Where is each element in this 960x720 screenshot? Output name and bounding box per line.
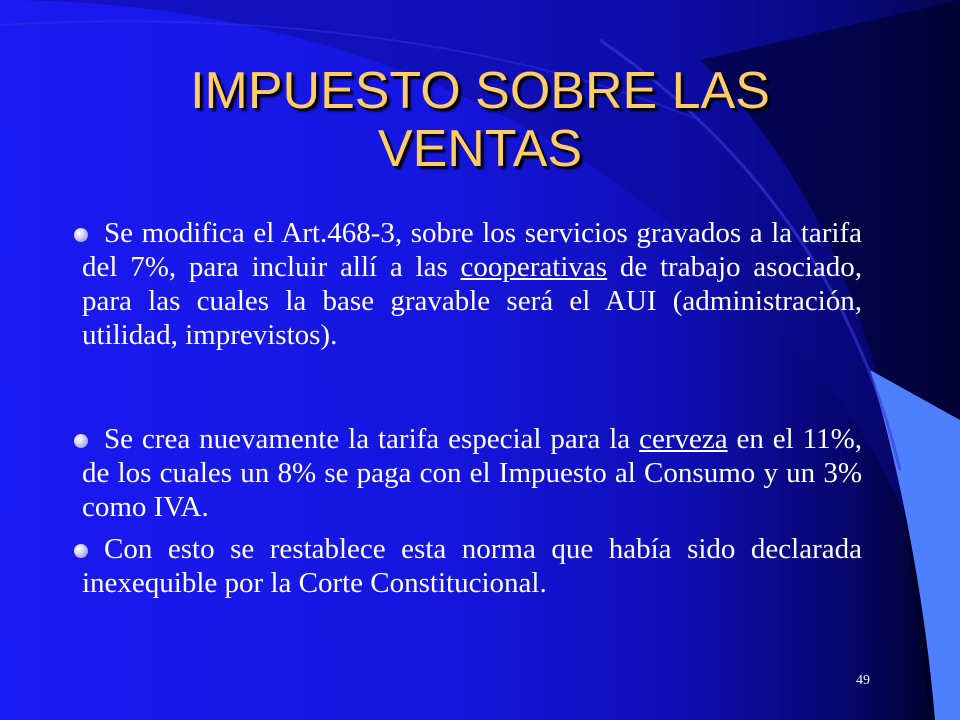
bullet-text-start: Se modifica el Art.468-3, sobre los servicios gravados a la tarifa del 7%, para incluir allí a las [82,217,862,283]
bullet-text [82,422,862,524]
underlined-term: cooperativas [460,251,608,283]
page-number: 49 [856,673,870,688]
bullet-text-start: Con esto se restablece esta norma que había sido declarada inexequible por la Corte Constitucional. [82,533,862,599]
bullet-item [82,216,862,352]
bullet-text-end: en el 11%, de los cuales un 8% se paga con el Impuesto al Consumo y un 3% como IVA. [82,423,862,523]
bullet-item [82,422,862,524]
slide-title: IMPUESTO SOBRE LAS VENTAS [190,62,770,178]
bullet-text [82,216,862,352]
bullet-dot-icon [74,434,88,448]
bullet-text-start: Se crea nuevamente la tarifa especial para la [104,423,640,455]
bullet-list [82,216,862,600]
bullet-item [82,532,862,600]
underlined-term: cerveza [639,423,728,455]
bullet-text [82,532,862,600]
bullet-text-end: de trabajo asociado, para las cuales la base gravable será el AUI (administración, utilidad, imprevistos). [82,251,862,351]
bullet-dot-icon [74,228,88,242]
bullet-dot-icon [74,544,88,558]
